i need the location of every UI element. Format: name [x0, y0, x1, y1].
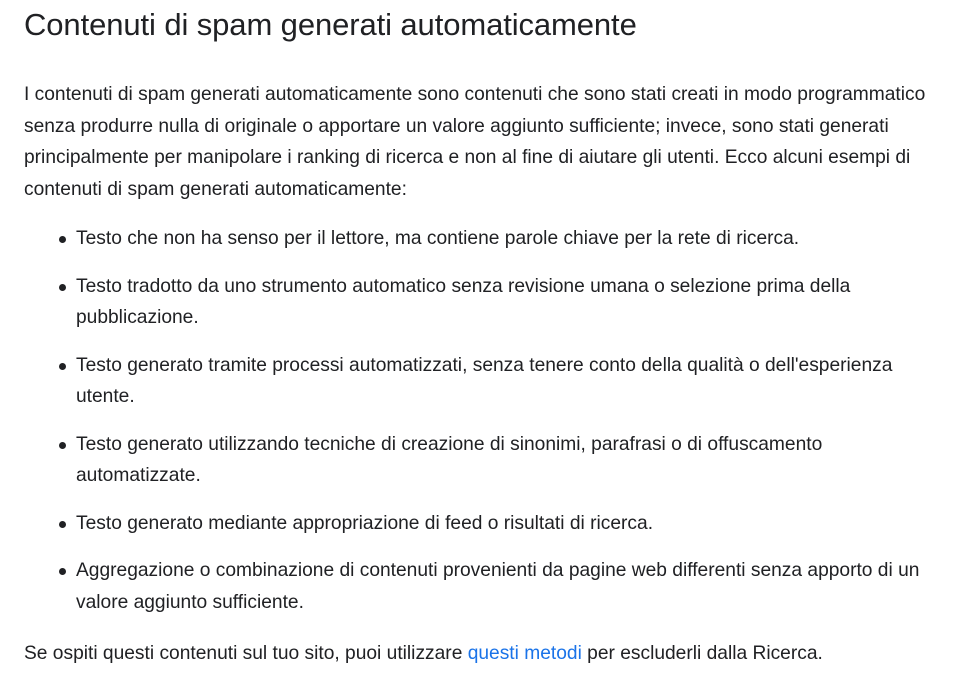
list-item	[24, 223, 936, 255]
closing-text-before: Se ospiti questi contenuti sul tuo sito, puoi utilizzare	[24, 643, 468, 664]
list-item-text: Testo tradotto da uno strumento automatico senza revisione umana o selezione prima della pubblicazione.	[76, 275, 851, 328]
bullet-icon	[59, 236, 66, 243]
list-item	[24, 555, 936, 618]
bullet-icon	[59, 284, 66, 291]
list-item	[24, 429, 936, 492]
bullet-icon	[59, 363, 66, 370]
list-item-text: Testo che non ha senso per il lettore, ma contiene parole chiave per la rete di ricerca.	[76, 228, 800, 249]
list-item-text: Aggregazione o combinazione di contenuti provenienti da pagine web differenti senza apporto di un valore aggiunto sufficiente.	[76, 560, 920, 613]
page-title: Contenuti di spam generati automaticamente	[24, 7, 637, 42]
intro-paragraph: I contenuti di spam generati automaticamente sono contenuti che sono stati creati in modo programmatico senza produrre nulla di originale o apportare un valore aggiunto sufficiente; invece, sono stati generati principalmente per manipolare i ranking di ricerca e non al fine di aiutare gli utenti. Ecco alcuni esempi di contenuti di spam generati automaticamente:	[24, 84, 926, 200]
examples-list	[24, 223, 936, 618]
list-item	[24, 508, 936, 540]
list-item-text: Testo generato mediante appropriazione di feed o risultati di ricerca.	[76, 512, 654, 534]
bullet-icon	[59, 442, 66, 449]
list-item-text: Testo generato tramite processi automatizzati, senza tenere conto della qualità o dell'esperienza utente.	[76, 354, 893, 407]
bullet-icon	[59, 521, 66, 528]
list-item	[24, 271, 936, 334]
list-item	[24, 350, 936, 413]
bullet-icon	[59, 568, 66, 575]
closing-text-after: per escluderli dalla Ricerca.	[581, 643, 823, 664]
list-item-text: Testo generato utilizzando tecniche di creazione di sinonimi, parafrasi o di offuscamento automatizzate.	[76, 433, 823, 486]
methods-link[interactable]: questi metodi	[467, 643, 582, 664]
closing-paragraph	[24, 638, 936, 670]
